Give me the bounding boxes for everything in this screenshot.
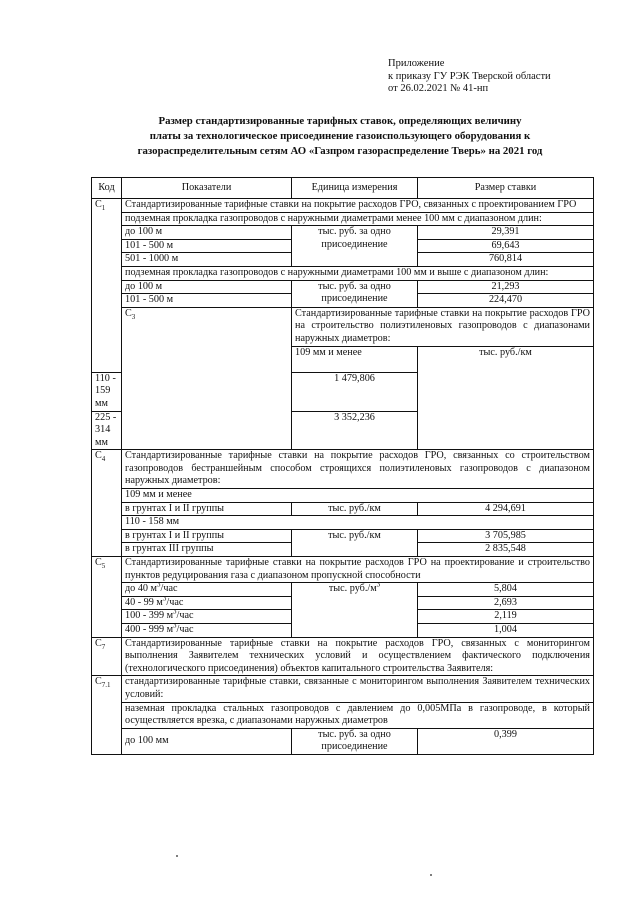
table-row [92, 529, 594, 543]
rate-value: 3 352,236 [292, 411, 418, 450]
unit-cell: тыс. руб./км [292, 502, 418, 516]
rate-value: 2,119 [418, 610, 594, 624]
c4-group2-title: 110 - 158 мм [122, 516, 594, 530]
rate-value: 29,391 [418, 226, 594, 240]
rate-value: 21,293 [418, 280, 594, 294]
appendix-line-2: к приказу ГУ РЭК Тверской области [388, 70, 551, 82]
table-row [92, 280, 594, 294]
unit-cell: тыс. руб. за одно присоединение [292, 728, 418, 754]
header-code: Код [92, 178, 122, 199]
table-row [92, 583, 594, 597]
row-label: 101 - 500 м [122, 294, 292, 308]
c4-description: Стандартизированные тарифные ставки на покрытие расходов ГРО, связанных со строительством газопроводов бестраншейным способом строящихся полиэтиленовых газопроводов с диапазоном наружных диаметров: [122, 450, 594, 489]
rate-value: 3 705,985 [418, 529, 594, 543]
table-row [92, 637, 594, 676]
rate-value: 2 835,548 [418, 543, 594, 557]
table-row [92, 728, 594, 754]
c71-group-title: наземная прокладка стальных газопроводов с давлением до 0,005МПа в газопроводе, в который осуществляется врезка, с диапазонами наружных диаметров [122, 702, 594, 728]
row-label: до 100 мм [122, 728, 292, 754]
unit-cell: тыс. руб./км [418, 346, 594, 450]
table-row [92, 212, 594, 226]
appendix-line-1: Приложение [388, 58, 445, 69]
unit-cell: тыс. руб./км [292, 529, 418, 556]
table-row [92, 557, 594, 583]
table-row [92, 502, 594, 516]
row-label: 40 - 99 $м^3$/час [122, 596, 292, 610]
document-title [90, 114, 590, 159]
header-rate: Размер ставки [418, 178, 594, 199]
row-label: в грунтах I и II группы [122, 529, 292, 543]
c7-description: Стандартизированные тарифные ставки на покрытие расходов ГРО, связанных с мониторингом выполнения Заявителем технических условий и осуществлением фактического подключения (технологического присоединения) объектов капитального строительства Заявителя: [122, 637, 594, 676]
c4-group1-title: 109 мм и менее [122, 489, 594, 503]
rate-value: 4 294,691 [418, 502, 594, 516]
title-line-1: Размер стандартизированные тарифных ставок, определяющих величину [158, 115, 522, 127]
unit-cell: тыс. руб. за одно присоединение [292, 226, 418, 267]
c3-description: Стандартизированные тарифные ставки на покрытие расходов ГРО на строительство полиэтиленовых газопроводов с диапазонами наружных диаметров: [292, 307, 594, 346]
table-row [92, 489, 594, 503]
code-c1: $С_1$ [92, 199, 122, 373]
row-label: до 100 м [122, 280, 292, 294]
scan-speck [176, 855, 178, 857]
code-c7: $С_7$ [92, 637, 122, 676]
code-c4: $С_4$ [92, 450, 122, 557]
rate-value: 760,814 [418, 253, 594, 267]
rate-value: 5,804 [418, 583, 594, 597]
row-label: 101 - 500 м [122, 239, 292, 253]
row-label: в грунтах III группы [122, 543, 292, 557]
c1-group1-title: подземная прокладка газопроводов с наружными диаметрами менее 100 мм с диапазоном длин: [122, 212, 594, 226]
table-row [92, 516, 594, 530]
code-c71: $С_{7.1}$ [92, 676, 122, 755]
table-row [92, 266, 594, 280]
code-c5: $С_5$ [92, 557, 122, 638]
row-label: в грунтах I и II группы [122, 502, 292, 516]
appendix-block [388, 58, 628, 96]
unit-cell: тыс. $руб./м^3$ [292, 583, 418, 637]
rate-value: 1 479,806 [292, 372, 418, 411]
row-label: 110 - 159 мм [92, 372, 122, 411]
row-label: 100 - 399 $м^3$/час [122, 610, 292, 624]
header-indicator: Показатели [122, 178, 292, 199]
title-line-3: газораспределительным сетям АО «Газпром газораспределение Тверь» на 2021 год [137, 145, 543, 157]
table-header-row [92, 178, 594, 199]
row-label: 400 - 999 $м^3$/час [122, 624, 292, 638]
scan-speck [430, 874, 432, 876]
table-row [92, 226, 594, 240]
c5-description: Стандартизированные тарифные ставки на покрытие расходов ГРО на проектирование и строительство пунктов редуцирования газа с диапазоном пропускной способности [122, 557, 594, 583]
rate-value: 2,693 [418, 596, 594, 610]
title-line-2: платы за технологическое присоединение газоиспользующего оборудования к [149, 130, 531, 142]
row-label: до 100 м [122, 226, 292, 240]
table-row [92, 199, 594, 213]
row-label: 501 - 1000 м [122, 253, 292, 267]
unit-cell: тыс. руб. за одно присоединение [292, 280, 418, 307]
row-label: 225 - 314 мм [92, 411, 122, 450]
c1-group2-title: подземная прокладка газопроводов с наружными диаметрами 100 мм и выше с диапазоном длин: [122, 266, 594, 280]
rate-value: 224,470 [418, 294, 594, 308]
table-row [92, 676, 594, 702]
table-row [92, 307, 594, 346]
header-unit: Единица измерения [292, 178, 418, 199]
appendix-line-3: от 26.02.2021 № 41-нп [388, 83, 489, 94]
row-label: до 40 $м^3$/час [122, 583, 292, 597]
rate-value: 69,643 [418, 239, 594, 253]
code-c3: $С_3$ [122, 307, 292, 450]
rate-value: 0,399 [418, 728, 594, 754]
rates-table [91, 177, 594, 755]
c1-description: Стандартизированные тарифные ставки на покрытие расходов ГРО, связанных с проектированием ГРО [122, 199, 594, 213]
table-row [92, 702, 594, 728]
row-label: 109 мм и менее [292, 346, 418, 372]
c71-description: стандартизированные тарифные ставки, связанные с мониторингом выполнения Заявителем технических условий: [122, 676, 594, 702]
rate-value: 1,004 [418, 624, 594, 638]
table-row [92, 450, 594, 489]
